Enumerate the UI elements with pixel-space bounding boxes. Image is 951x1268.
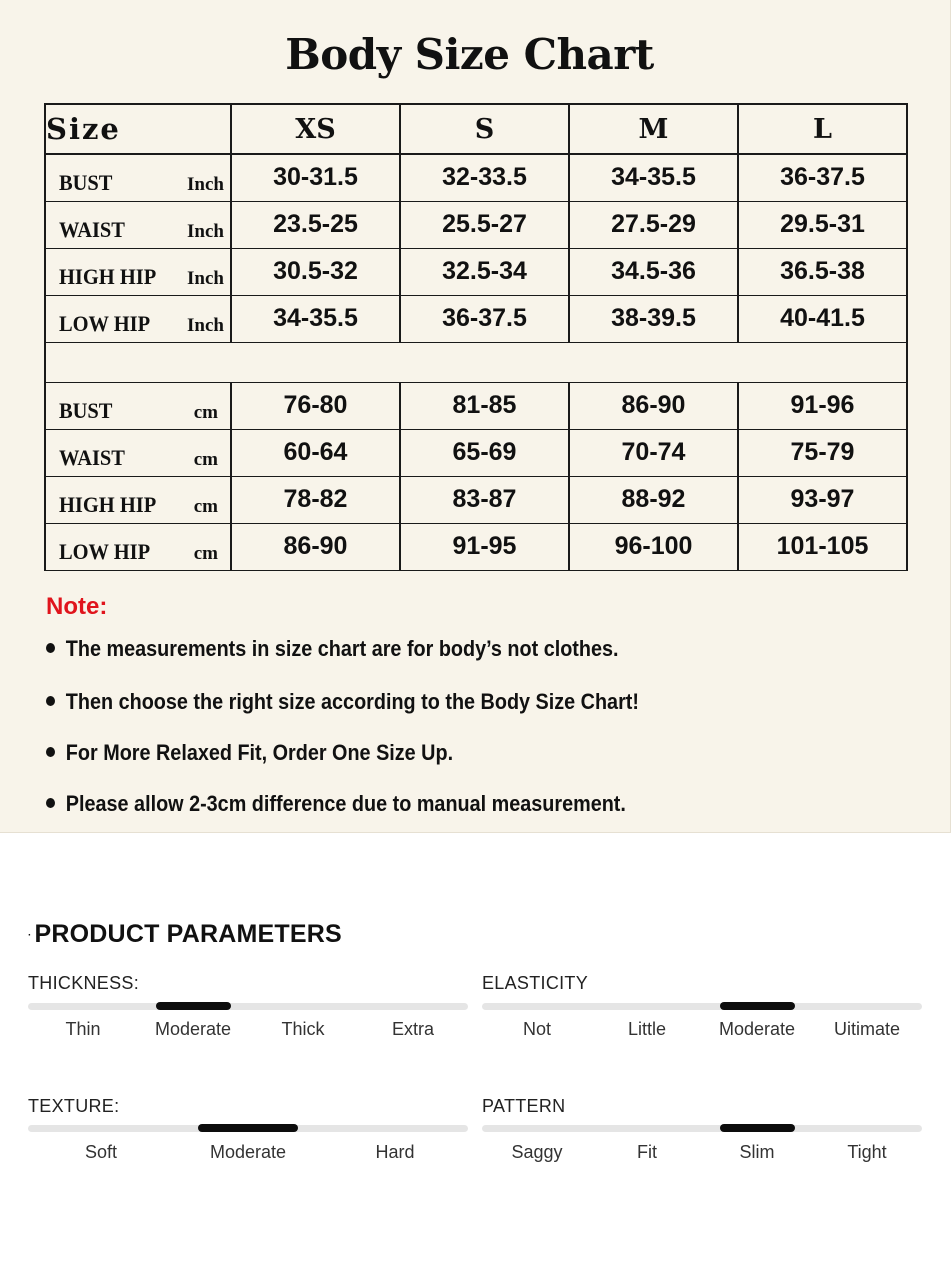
param-option: Slim (739, 1142, 775, 1162)
param-option: Thin (65, 1019, 101, 1039)
table-spacer-row (45, 342, 907, 382)
table-cell: 32.5-34 (400, 248, 569, 295)
table-row (45, 295, 907, 342)
row-label (45, 201, 231, 248)
table-cell: 25.5-27 (400, 201, 569, 248)
note-item (46, 791, 626, 817)
table-cell: 34-35.5 (569, 154, 738, 201)
table-cell: 30.5-32 (231, 248, 400, 295)
param-pattern (482, 1096, 922, 1186)
param-option: Moderate (209, 1142, 287, 1162)
table-cell: 27.5-29 (569, 201, 738, 248)
bullet-icon (46, 747, 55, 757)
size-header-label: Size (45, 104, 231, 154)
product-parameters-title-text: PRODUCT PARAMETERS (34, 920, 342, 948)
row-label (45, 154, 231, 201)
param-option: Hard (375, 1142, 415, 1162)
param-track (482, 1125, 922, 1132)
measurement-name: LOW HIP (59, 538, 151, 564)
table-cell: 93-97 (738, 476, 907, 523)
row-label (45, 429, 231, 476)
param-option: Moderate (718, 1019, 796, 1039)
param-selected-indicator (720, 1124, 795, 1132)
size-column-header: M (569, 104, 738, 154)
param-option: Soft (84, 1142, 118, 1162)
param-track (28, 1125, 468, 1132)
table-row (45, 201, 907, 248)
row-label (45, 476, 231, 523)
table-cell: 38-39.5 (569, 295, 738, 342)
param-option: Uitimate (833, 1019, 901, 1039)
table-row (45, 476, 907, 523)
param-elasticity (482, 973, 922, 1063)
row-label (45, 295, 231, 342)
table-cell: 88-92 (569, 476, 738, 523)
param-option: Tight (847, 1142, 887, 1162)
size-column-header: L (738, 104, 907, 154)
row-label (45, 382, 231, 429)
table-cell: 91-95 (400, 523, 569, 570)
row-label (45, 523, 231, 570)
param-label: TEXTURE: (28, 1096, 120, 1116)
table-cell: 40-41.5 (738, 295, 907, 342)
bullet-icon (46, 696, 55, 706)
param-label: ELASTICITY (482, 973, 589, 993)
measurement-unit: cm (193, 448, 218, 470)
measurement-name: WAIST (59, 216, 125, 242)
table-cell: 75-79 (738, 429, 907, 476)
param-thickness (28, 973, 468, 1063)
measurement-name: HIGH HIP (59, 491, 157, 517)
measurement-name: WAIST (59, 444, 125, 470)
product-parameters-title (28, 920, 342, 949)
table-cell: 83-87 (400, 476, 569, 523)
param-selected-indicator (720, 1002, 795, 1010)
param-track (28, 1003, 468, 1010)
table-cell: 86-90 (569, 382, 738, 429)
param-option: Moderate (154, 1019, 232, 1039)
note-text: The measurements in size chart are for body’s not clothes. (65, 636, 619, 661)
note-text: For More Relaxed Fit, Order One Size Up. (65, 740, 454, 765)
table-cell: 36-37.5 (400, 295, 569, 342)
note-title: Note: (46, 593, 108, 620)
param-label: THICKNESS: (28, 973, 140, 993)
chart-title: Body Size Chart (285, 30, 654, 79)
measurement-unit: cm (193, 401, 218, 423)
table-cell: 30-31.5 (231, 154, 400, 201)
measurement-unit: cm (193, 495, 218, 517)
param-texture (28, 1096, 468, 1186)
table-cell: 34.5-36 (569, 248, 738, 295)
table-header-row (45, 104, 907, 154)
measurement-unit: cm (193, 542, 218, 564)
measurement-name: LOW HIP (59, 310, 151, 336)
param-selected-indicator (198, 1124, 298, 1132)
table-cell: 76-80 (231, 382, 400, 429)
table-cell: 86-90 (231, 523, 400, 570)
table-cell: 65-69 (400, 429, 569, 476)
table-cell: 60-64 (231, 429, 400, 476)
table-spacer (45, 342, 907, 382)
table-cell: 36.5-38 (738, 248, 907, 295)
table-cell: 29.5-31 (738, 201, 907, 248)
measurement-unit: Inch (187, 220, 224, 242)
table-cell: 96-100 (569, 523, 738, 570)
measurement-unit: Inch (187, 314, 224, 336)
measurement-name: BUST (59, 397, 113, 423)
param-label: PATTERN (482, 1096, 566, 1116)
table-row (45, 154, 907, 201)
table-cell: 70-74 (569, 429, 738, 476)
bullet-icon (46, 798, 55, 808)
measurement-unit: Inch (187, 267, 224, 289)
table-cell: 36-37.5 (738, 154, 907, 201)
table-cell: 91-96 (738, 382, 907, 429)
param-option: Thick (281, 1019, 325, 1039)
table-cell: 81-85 (400, 382, 569, 429)
param-option: Little (627, 1019, 667, 1039)
note-text: Please allow 2-3cm difference due to manual measurement. (65, 791, 626, 816)
param-option: Extra (391, 1019, 435, 1039)
measurement-name: HIGH HIP (59, 263, 157, 289)
param-selected-indicator (156, 1002, 231, 1010)
table-cell: 23.5-25 (231, 201, 400, 248)
table-row (45, 429, 907, 476)
size-column-header: XS (231, 104, 400, 154)
note-item (46, 636, 619, 662)
measurement-unit: Inch (187, 173, 224, 195)
param-option: Saggy (511, 1142, 563, 1162)
note-text: Then choose the right size according to the Body Size Chart! (65, 689, 639, 714)
table-row (45, 382, 907, 429)
table-row (45, 248, 907, 295)
table-cell: 78-82 (231, 476, 400, 523)
bullet-icon (46, 643, 55, 653)
table-cell: 32-33.5 (400, 154, 569, 201)
table-cell: 34-35.5 (231, 295, 400, 342)
dot-icon: · (28, 929, 32, 941)
param-track (482, 1003, 922, 1010)
size-table (44, 103, 908, 571)
param-option: Not (522, 1019, 552, 1039)
row-label (45, 248, 231, 295)
note-item (46, 689, 639, 715)
size-column-header: S (400, 104, 569, 154)
param-option: Fit (637, 1142, 657, 1162)
measurement-name: BUST (59, 169, 113, 195)
table-row (45, 523, 907, 570)
note-item (46, 740, 453, 766)
table-cell: 101-105 (738, 523, 907, 570)
